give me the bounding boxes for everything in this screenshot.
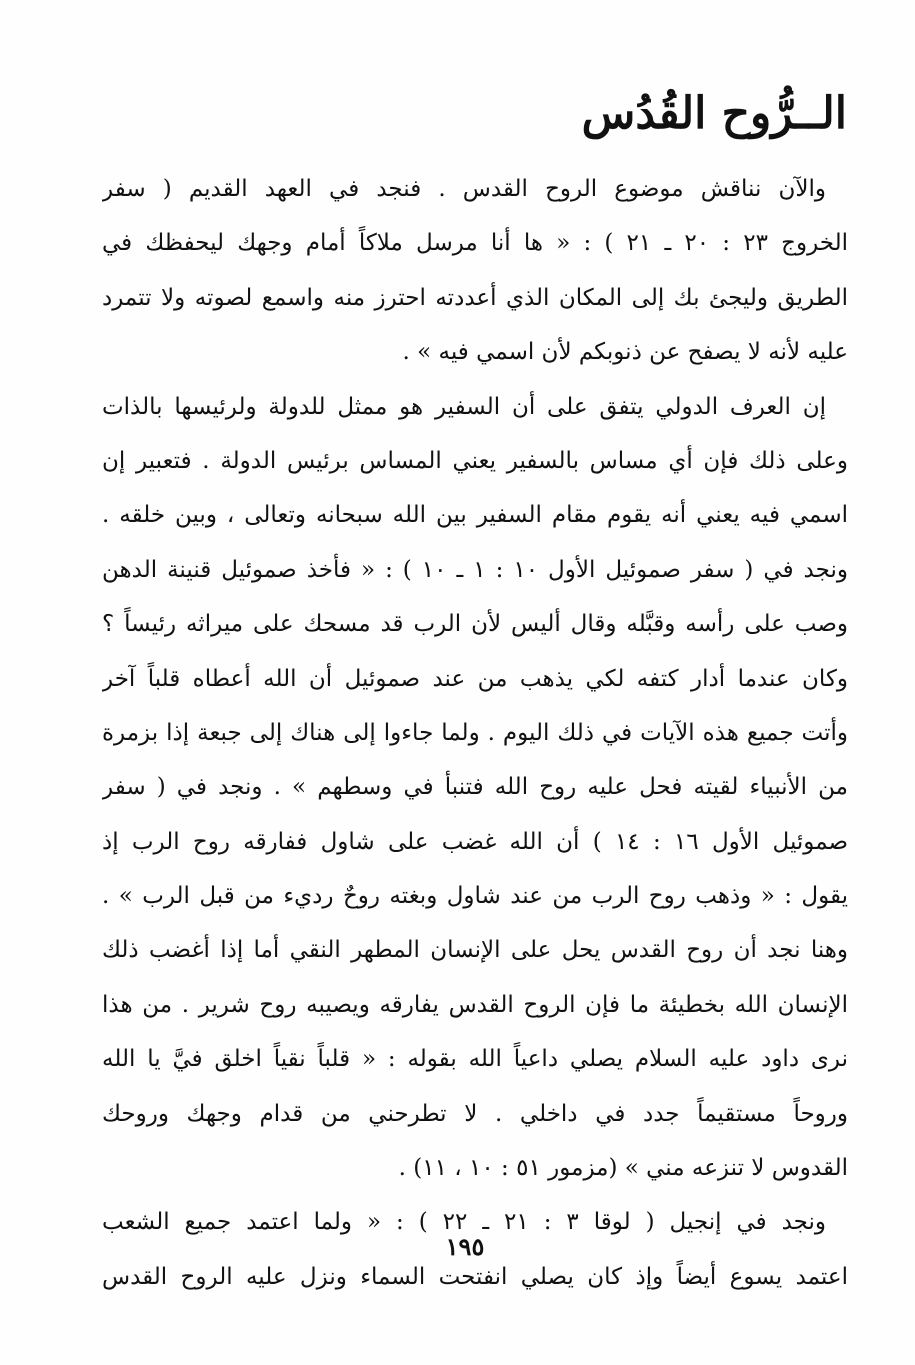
text-line: الإنسان الله بخطيئة ما فإن الروح القدس يفارقه ويصيبه روح شرير . من هذا bbox=[102, 991, 848, 1018]
text-line: ونجد في ( سفر صموئيل الأول ١٠ : ١ ـ ١٠ ) : « فأخذ صموئيل قنينة الدهن bbox=[102, 556, 848, 583]
text-line: عليه لأنه لا يصفح عن ذنوبكم لأن اسمي فيه » . bbox=[402, 339, 848, 366]
text-line: الطريق وليجئ بك إلى المكان الذي أعددته احترز منه واسمع لصوته ولا تتمرد bbox=[102, 284, 848, 311]
text-line: وعلى ذلك فإن أي مساس بالسفير يعني المساس برئيس الدولة . فتعبير إن bbox=[102, 447, 848, 474]
chapter-title: الــرُّوح القُدُس bbox=[581, 88, 847, 139]
text-line: وكان عندما أدار كتفه لكي يذهب من عند صموئيل أن الله أعطاه قلباً آخر bbox=[102, 665, 848, 692]
body-text bbox=[102, 162, 848, 1304]
text-line: إن العرف الدولي يتفق على أن السفير هو ممثل للدولة ولرئيسها بالذات bbox=[102, 393, 826, 420]
text-line: اعتمد يسوع أيضاً وإذ كان يصلي انفتحت السماء ونزل عليه الروح القدس bbox=[102, 1263, 848, 1290]
text-line: الخروج ٢٣ : ٢٠ ـ ٢١ ) : « ها أنا مرسل ملاكاً أمام وجهك ليحفظك في bbox=[102, 230, 848, 257]
text-line: وأتت جميع هذه الآيات في ذلك اليوم . ولما جاءوا إلى هناك إلى جبعة إذا بزمرة bbox=[102, 719, 848, 746]
text-line: والآن نناقش موضوع الروح القدس . فنجد في العهد القديم ( سفر bbox=[102, 176, 826, 202]
text-line: من الأنبياء لقيته فحل عليه روح الله فتنبأ في وسطهم » . ونجد في ( سفر bbox=[102, 774, 848, 801]
text-line: يقول : « وذهب روح الرب من عند شاول وبغته روحٌ رديء من قبل الرب » . bbox=[102, 883, 848, 910]
text-line: اسمي فيه يعني أنه يقوم مقام السفير بين الله سبحانه وتعالى ، وبين خلقه . bbox=[102, 502, 848, 529]
text-line: وروحاً مستقيماً جدد في داخلي . لا تطرحني من قدام وجهك وروحك bbox=[102, 1100, 848, 1127]
text-line: صموئيل الأول ١٦ : ١٤ ) أن الله غضب على شاول ففارقه روح الرب إذ bbox=[102, 828, 848, 855]
text-line: وهنا نجد أن روح القدس يحل على الإنسان المطهر النقي أما إذا أغضب ذلك bbox=[102, 937, 848, 964]
text-line: نرى داود عليه السلام يصلي داعياً الله بقوله : « قلباً نقياً اخلق فيَّ يا الله bbox=[102, 1046, 848, 1073]
page-number: ١٩٥ bbox=[445, 1232, 485, 1261]
text-line: القدوس لا تنزعه مني » (مزمور ٥١ : ١٠ ، ١١) . bbox=[398, 1155, 848, 1182]
text-line: ونجد في إنجيل ( لوقا ٣ : ٢١ ـ ٢٢ ) : « ولما اعتمد جميع الشعب bbox=[102, 1209, 827, 1236]
text-line: وصب على رأسه وقبَّله وقال أليس لأن الرب قد مسحك على ميراثه رئيساً ؟ bbox=[102, 611, 848, 638]
